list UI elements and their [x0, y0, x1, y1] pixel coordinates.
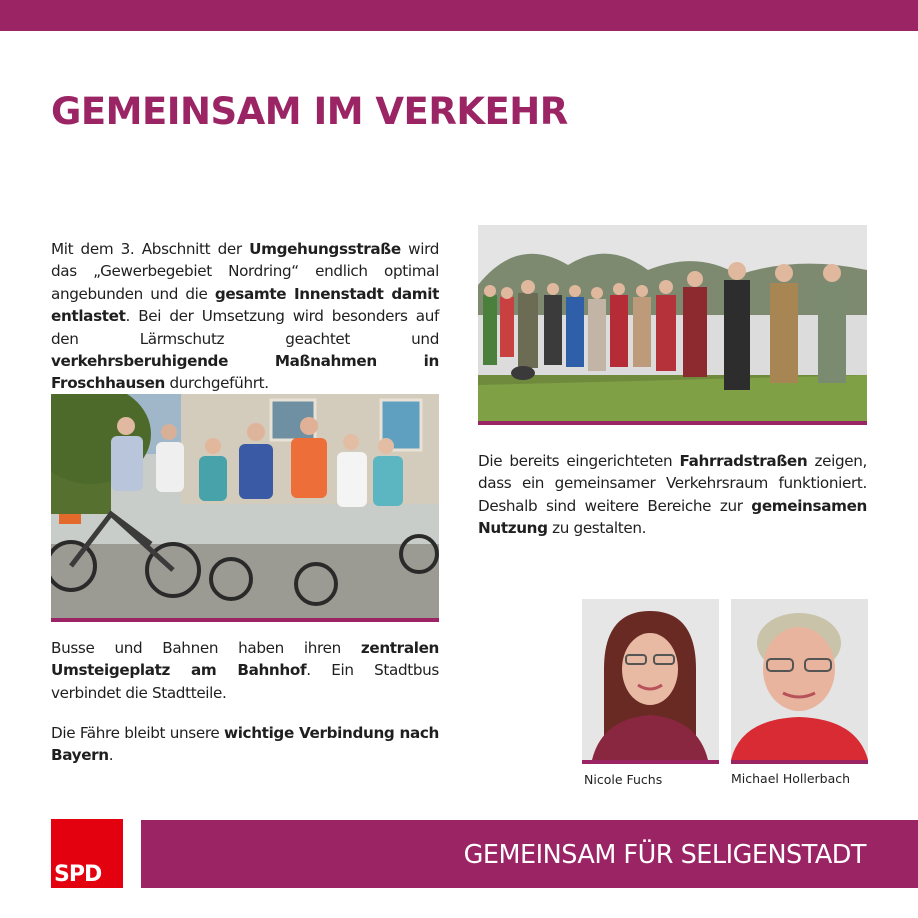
portrait-underline	[582, 760, 719, 764]
photo-underline	[51, 618, 439, 622]
footer-slogan: GEMEINSAM FÜR SELIGENSTADT	[463, 840, 866, 870]
caption-nicole-fuchs: Nicole Fuchs	[584, 772, 663, 787]
bicycle-streets-paragraph: Die bereits eingerichteten Fahrradstraßen zeigen, dass ein gemeinsamer Verkehrsraum funktioniert. Deshalb sind weitere Bereiche zur gemeinsamen Nutzung zu gestalten.	[478, 452, 867, 538]
spd-logo-text: SPD	[54, 862, 102, 887]
portrait-underline	[731, 760, 868, 764]
walking-group-photo	[478, 225, 867, 421]
transit-paragraph: Busse und Bahnen haben ihren zentralen Umsteigeplatz am Bahnhof. Ein Stadtbus verbindet die Stadtteile.	[51, 639, 439, 702]
top-bar	[0, 0, 918, 31]
portrait-nicole-fuchs	[582, 599, 719, 760]
footer-bar	[141, 820, 918, 888]
portrait-michael-hollerbach	[731, 599, 868, 760]
caption-michael-hollerbach: Michael Hollerbach	[731, 771, 851, 786]
ferry-paragraph: Die Fähre bleibt unsere wichtige Verbindung nach Bayern.	[51, 724, 439, 765]
photo-underline	[478, 421, 867, 425]
intro-paragraph: Mit dem 3. Abschnitt der Umgehungsstraße wird das „Gewerbegebiet Nordring“ endlich optimal angebunden und die gesamte Innenstadt damit entlastet. Bei der Umsetzung wird besonders auf den Lärmschutz geachtet und verkehrsberuhigende Maßnahmen in Froschhausen durchgeführt.	[51, 240, 440, 393]
group-bicycles-photo	[51, 394, 439, 618]
spd-logo	[51, 819, 123, 888]
page-title: GEMEINSAM IM VERKEHR	[51, 90, 568, 133]
